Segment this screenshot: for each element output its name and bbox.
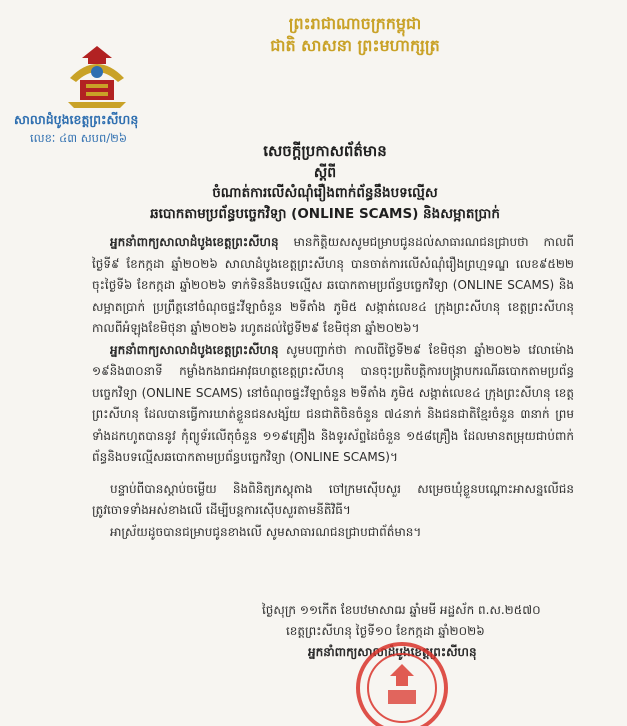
signature-title: អ្នកនាំពាក្យសាលាដំបូងខេត្តព្រះសីហនុ [308,645,477,659]
paragraph-4: អាស្រ័យដូចបានជម្រាបជូនខាងលើ សូមសាធារណជនជ្រាបជាព័ត៌មាន។ [110,524,422,539]
paragraph-3: បន្ទាប់ពីបានស្តាប់ចម្លើយ និងពិនិត្យភស្តុតាង ចៅក្រមស៊ើបសួរ សម្រេចឃុំខ្លួនបណ្តោះអាសន្នលើជនត្រូវចោទទាំងអស់ខាងលើ ដើម្បីបន្តការស៊ើបសួរតាមនីតិវិធី។ [92,481,574,517]
document-body [92,232,574,543]
reference-number: លេខៈ ៤៣ សបព/២៦ [30,131,127,145]
solar-date: ខេត្តព្រះសីហនុ ថ្ងៃទី១០ ខែកក្កដា ឆ្នាំ២០២៦ [286,624,485,638]
document-subheading: ស្តីពី [313,165,337,181]
paragraph-text: សូមបញ្ជាក់ថា កាលពីថ្ងៃទី២៩ ខែមិថុនា ឆ្នាំ២០២៦ វេលាម៉ោង ១៩និង៣០នាទី កម្លាំងកងរាជអាវុធហត្ថខេត្តព្រះសីហនុ បានចុះប្រតិបត្តិការបង្ក្រាបករណីឆបោកតាមប្រព័ន្ធបច្ចេកវិទ្យា (ONLINE SCAMS) នៅចំណុចផ្ទះវីឡាចំនួន ២ទីតាំង ភូមិ៥ សង្កាត់លេខ៤ ក្រុងព្រះសីហនុ ខេត្តព្រះសីហនុ ដែលបានធ្វើការឃាត់ខ្លួនជនសង្ស័យ ជនជាតិចិនចំនួន ៧៤នាក់ និងជនជាតិខ្មែរចំនួន ៣នាក់ ព្រមទាំងដកហូតបាននូវ កុំព្យូទ័រលើតុចំនួន ១១៩គ្រឿង និងទូរស័ព្ទដៃចំនួន ១៥៨គ្រឿង ដែលមានតម្រុយជាប់ពាក់ព័ន្ធនិងបទល្មើសឆបោកតាមប្រព័ន្ធបច្ចេកវិទ្យា (ONLINE SCAMS)។ [92,342,574,464]
document-heading: សេចក្តីប្រកាសព័ត៌មាន [263,142,387,160]
speaker-label: អ្នកនាំពាក្យសាលាដំបូងខេត្តព្រះសីហនុ [110,342,279,357]
document-subject-line1: ចំណាត់ការលើសំណុំរឿងពាក់ព័ន្ធនឹងបទល្មើស [212,185,438,201]
national-motto: ជាតិ សាសនា ព្រះមហាក្សត្រ [270,36,440,55]
lunar-date: ថ្ងៃសុក្រ ១១កើត ខែបឋមាសាឍ ឆ្នាំមមី អដ្ឋស័ក ព.ស.២៥៧០ [262,603,541,617]
court-emblem-icon [60,42,134,112]
paragraph-2 [92,340,574,469]
paragraph-text: មានកិត្តិយសសូមជម្រាបជូនដល់សាធារណជនជ្រាបថា កាលពីថ្ងៃទី៩ ខែកក្កដា ឆ្នាំ២០២៦ សាលាដំបូងខេត្តព្រះសីហនុ បានចាត់ការលើសំណុំរឿងព្រហ្មទណ្ឌ លេខ៩៥២២ ចុះថ្ងៃទី៦ ខែកក្កដា ឆ្នាំ២០២៦ ទាក់ទិននឹងបទល្មើស ឆបោកតាមប្រព័ន្ធបច្ចេកវិទ្យា (ONLINE SCAMS) និងសម្អាតប្រាក់ ប្រព្រឹត្តនៅចំណុចផ្ទះវីឡាចំនួន ២ទីតាំង ភូមិ៥ សង្កាត់លេខ៤ ក្រុងព្រះសីហនុ ខេត្តព្រះសីហនុ កាលពីអំឡុងខែមិថុនា ឆ្នាំ២០២៦ រហូតដល់ថ្ងៃទី២៩ ខែមិថុនា ឆ្នាំ២០២៦។ [92,235,574,335]
speaker-label: អ្នកនាំពាក្យសាលាដំបូងខេត្តព្រះសីហនុ [110,235,279,249]
kingdom-title: ព្រះរាជាណាចក្រកម្ពុជា [288,14,422,33]
official-seal-icon [342,630,462,726]
paragraph-1 [92,232,574,340]
court-name: សាលាដំបូងខេត្តព្រះសីហនុ [14,112,139,127]
document-subject-line2: ឆបោកតាមប្រព័ន្ធបច្ចេកវិទ្យា (ONLINE SCAMS) និងសម្អាតប្រាក់ [150,206,500,222]
